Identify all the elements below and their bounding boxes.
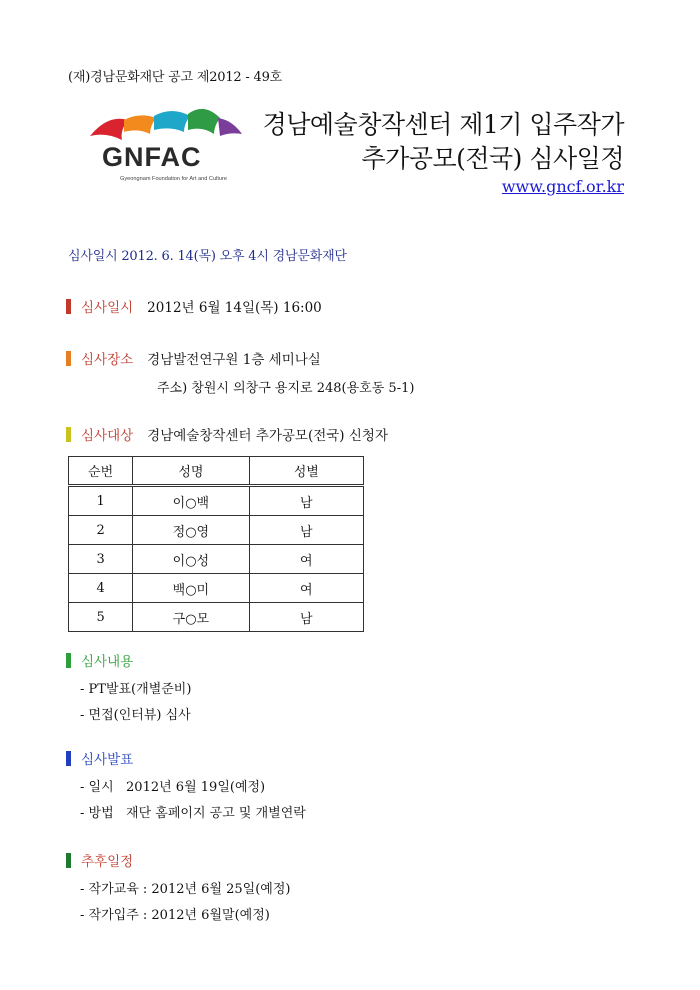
- section-marker: [66, 299, 71, 314]
- section-date: [66, 296, 322, 316]
- cell-name: 구○모: [133, 603, 249, 632]
- table-row: [69, 516, 364, 545]
- followup-item: - 작가입주 : 2012년 6월말(예정): [80, 908, 270, 923]
- table-row: [69, 486, 364, 516]
- section-marker: [66, 351, 71, 366]
- title-line-2: 추가공모(전국) 심사일정: [361, 144, 624, 173]
- column-header-number: 순번: [69, 457, 133, 486]
- section-announce-label: 심사발표: [81, 752, 134, 768]
- cell-name: 정○영: [133, 516, 249, 545]
- table-row: [69, 574, 364, 603]
- announce-item: - 방법 재단 홈페이지 공고 및 개별연락: [80, 806, 306, 821]
- section-marker: [66, 427, 71, 442]
- cell-name: 백○미: [133, 574, 249, 603]
- logo-text: GNFAC: [102, 142, 202, 172]
- section-date-label: 심사일시: [81, 300, 134, 316]
- table-row: [69, 603, 364, 632]
- logo-subtitle: Gyeongnam Foundation for Art and Culture: [120, 176, 227, 182]
- section-place-value: 경남발전연구원 1층 세미나실: [147, 352, 321, 368]
- cell-gender: 남: [249, 486, 363, 516]
- section-target-value: 경남예술창작센터 추가공모(전국) 신청자: [147, 428, 388, 444]
- content-item: - PT발표(개별준비): [80, 682, 192, 697]
- cell-name: 이○성: [133, 545, 249, 574]
- cell-number: 2: [69, 516, 133, 545]
- notice-number: (재)경남문화재단 공고 제2012 - 49호: [68, 70, 283, 85]
- section-place: [66, 348, 321, 368]
- cell-number: 5: [69, 603, 133, 632]
- section-content-label: 심사내용: [81, 654, 134, 670]
- applicant-table: [68, 456, 364, 632]
- page-title: [263, 108, 624, 176]
- section-target: [66, 424, 388, 444]
- section-marker: [66, 653, 71, 668]
- table-row: [69, 545, 364, 574]
- section-followup-label: 추후일정: [81, 854, 134, 870]
- table-header-row: [69, 457, 364, 486]
- cell-gender: 남: [249, 603, 363, 632]
- cell-gender: 남: [249, 516, 363, 545]
- cell-number: 3: [69, 545, 133, 574]
- title-line-1: 경남예술창작센터 제1기 입주작가: [262, 110, 624, 139]
- section-place-label: 심사장소: [81, 352, 134, 368]
- section-marker: [66, 853, 71, 868]
- column-header-name: 성명: [133, 457, 249, 486]
- section-announce: [66, 748, 133, 768]
- schedule-summary: 심사일시 2012. 6. 14(목) 오후 4시 경남문화재단: [68, 249, 347, 264]
- gnfac-logo: [80, 100, 250, 186]
- section-date-value: 2012년 6월 14일(목) 16:00: [147, 300, 322, 316]
- content-item: - 면접(인터뷰) 심사: [80, 708, 191, 723]
- cell-name: 이○백: [133, 486, 249, 516]
- section-target-label: 심사대상: [81, 428, 134, 444]
- section-marker: [66, 751, 71, 766]
- followup-item: - 작가교육 : 2012년 6월 25일(예정): [80, 882, 291, 897]
- website-link[interactable]: www.gncf.or.kr: [501, 177, 624, 196]
- cell-gender: 여: [249, 545, 363, 574]
- announce-item: - 일시 2012년 6월 19일(예정): [80, 780, 266, 795]
- cell-number: 4: [69, 574, 133, 603]
- cell-number: 1: [69, 486, 133, 516]
- cell-gender: 여: [249, 574, 363, 603]
- section-content: [66, 650, 133, 670]
- section-place-address: 주소) 창원시 의창구 용지로 248(용호동 5-1): [157, 381, 415, 396]
- section-followup: [66, 850, 133, 870]
- column-header-gender: 성별: [249, 457, 363, 486]
